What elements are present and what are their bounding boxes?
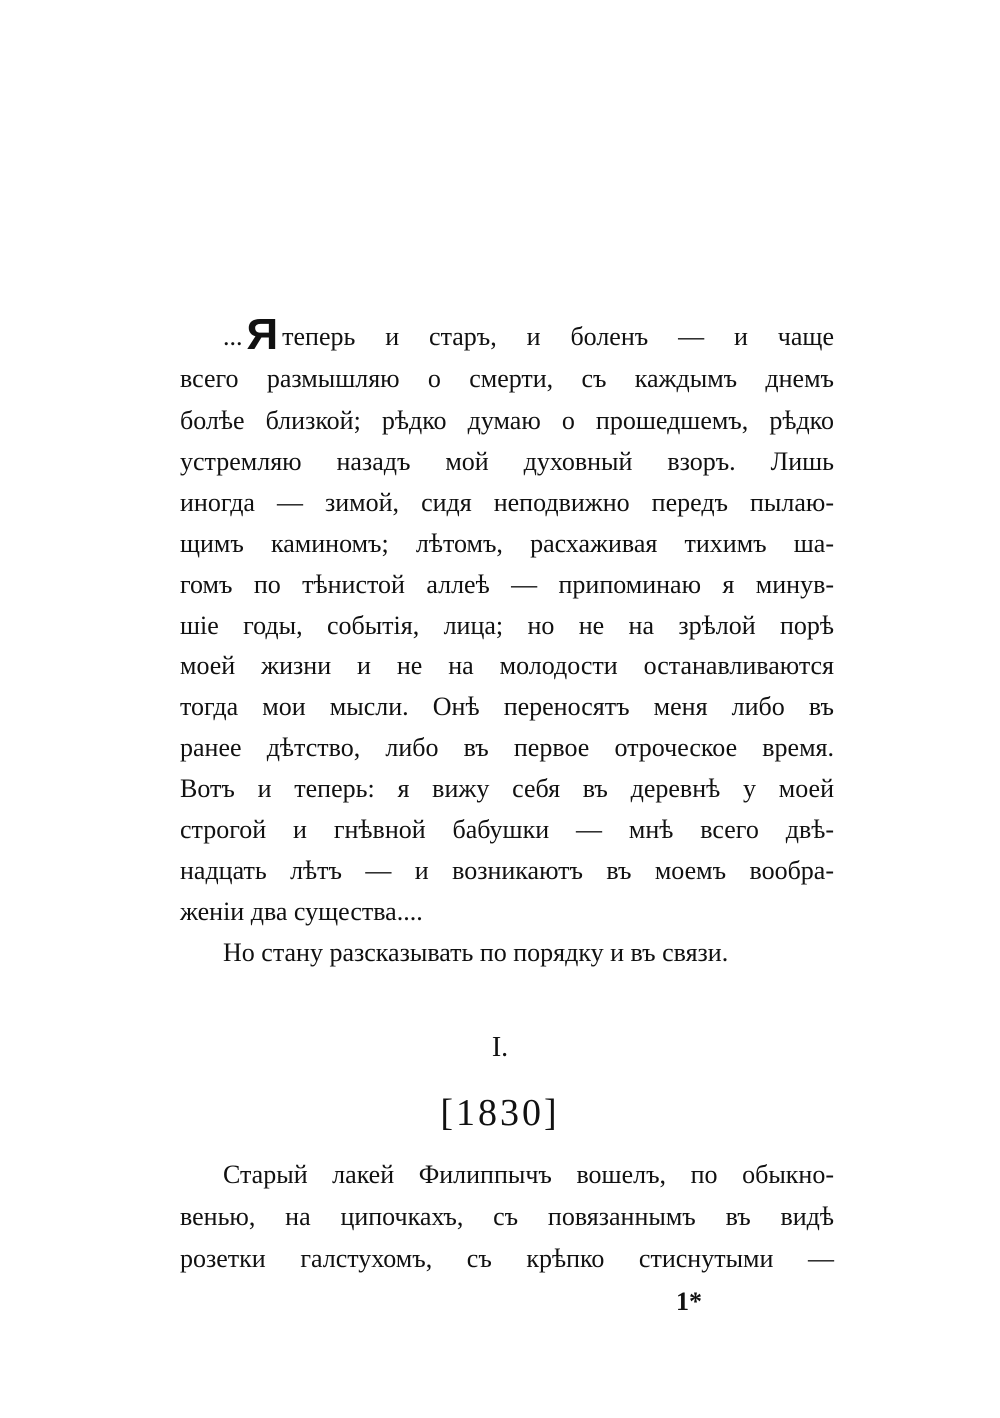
- chapter-line: Старый лакей Филиппычъ вошелъ, по обыкно-: [223, 1160, 834, 1189]
- intro-line: всего размышляю о смерти, съ каждымъ днемъ: [180, 364, 834, 393]
- chapter-line: розетки галстухомъ, съ крѣпко стиснутыми —: [180, 1244, 834, 1273]
- chapter-number: I.: [491, 1032, 509, 1063]
- intro-line: устремляю назадъ мой духовный взоръ. Лишь: [180, 447, 834, 476]
- intro-line: иногда — зимой, сидя неподвижно передъ пылаю-: [180, 488, 834, 517]
- intro-line: болѣе близкой; рѣдко думаю о прошедшемъ, рѣдко: [180, 406, 834, 435]
- chapter-year: [1830]: [440, 1092, 560, 1134]
- intro-closing-line: Но стану разсказывать по порядку и въ связи.: [223, 938, 729, 967]
- intro-line: ранее дѣтство, либо въ первое отроческое время.: [180, 733, 834, 762]
- chapter-line: венью, на ципочкахъ, съ повязаннымъ въ видѣ: [180, 1202, 834, 1231]
- intro-line: Вотъ и теперь: я вижу себя въ деревнѣ у моей: [180, 774, 834, 803]
- intro-line: щимъ каминомъ; лѣтомъ, расхаживая тихимъ ша-: [180, 529, 834, 558]
- drop-cap: Я: [246, 310, 279, 359]
- intro-line: надцать лѣтъ — и возникаютъ въ моемъ вообра-: [180, 856, 834, 885]
- intro-line: тогда мои мысли. Онѣ переносятъ меня либо въ: [180, 692, 834, 721]
- intro-line: моей жизни и не на молодости останавливаются: [180, 651, 834, 680]
- intro-line: шіе годы, событія, лица; но не на зрѣлой порѣ: [180, 611, 834, 640]
- intro-line: гомъ по тѣнистой аллеѣ — припоминаю я минув-: [180, 570, 834, 599]
- intro-line: строгой и гнѣвной бабушки — мнѣ всего двѣ-: [180, 815, 834, 844]
- signature-mark: 1*: [676, 1287, 702, 1316]
- intro-line: женіи два существа....: [180, 897, 423, 926]
- intro-first-line: [223, 310, 834, 359]
- intro-first-line-text: теперь и старъ, и боленъ — и чаще: [282, 322, 834, 351]
- intro-ellipsis: ...: [223, 322, 243, 351]
